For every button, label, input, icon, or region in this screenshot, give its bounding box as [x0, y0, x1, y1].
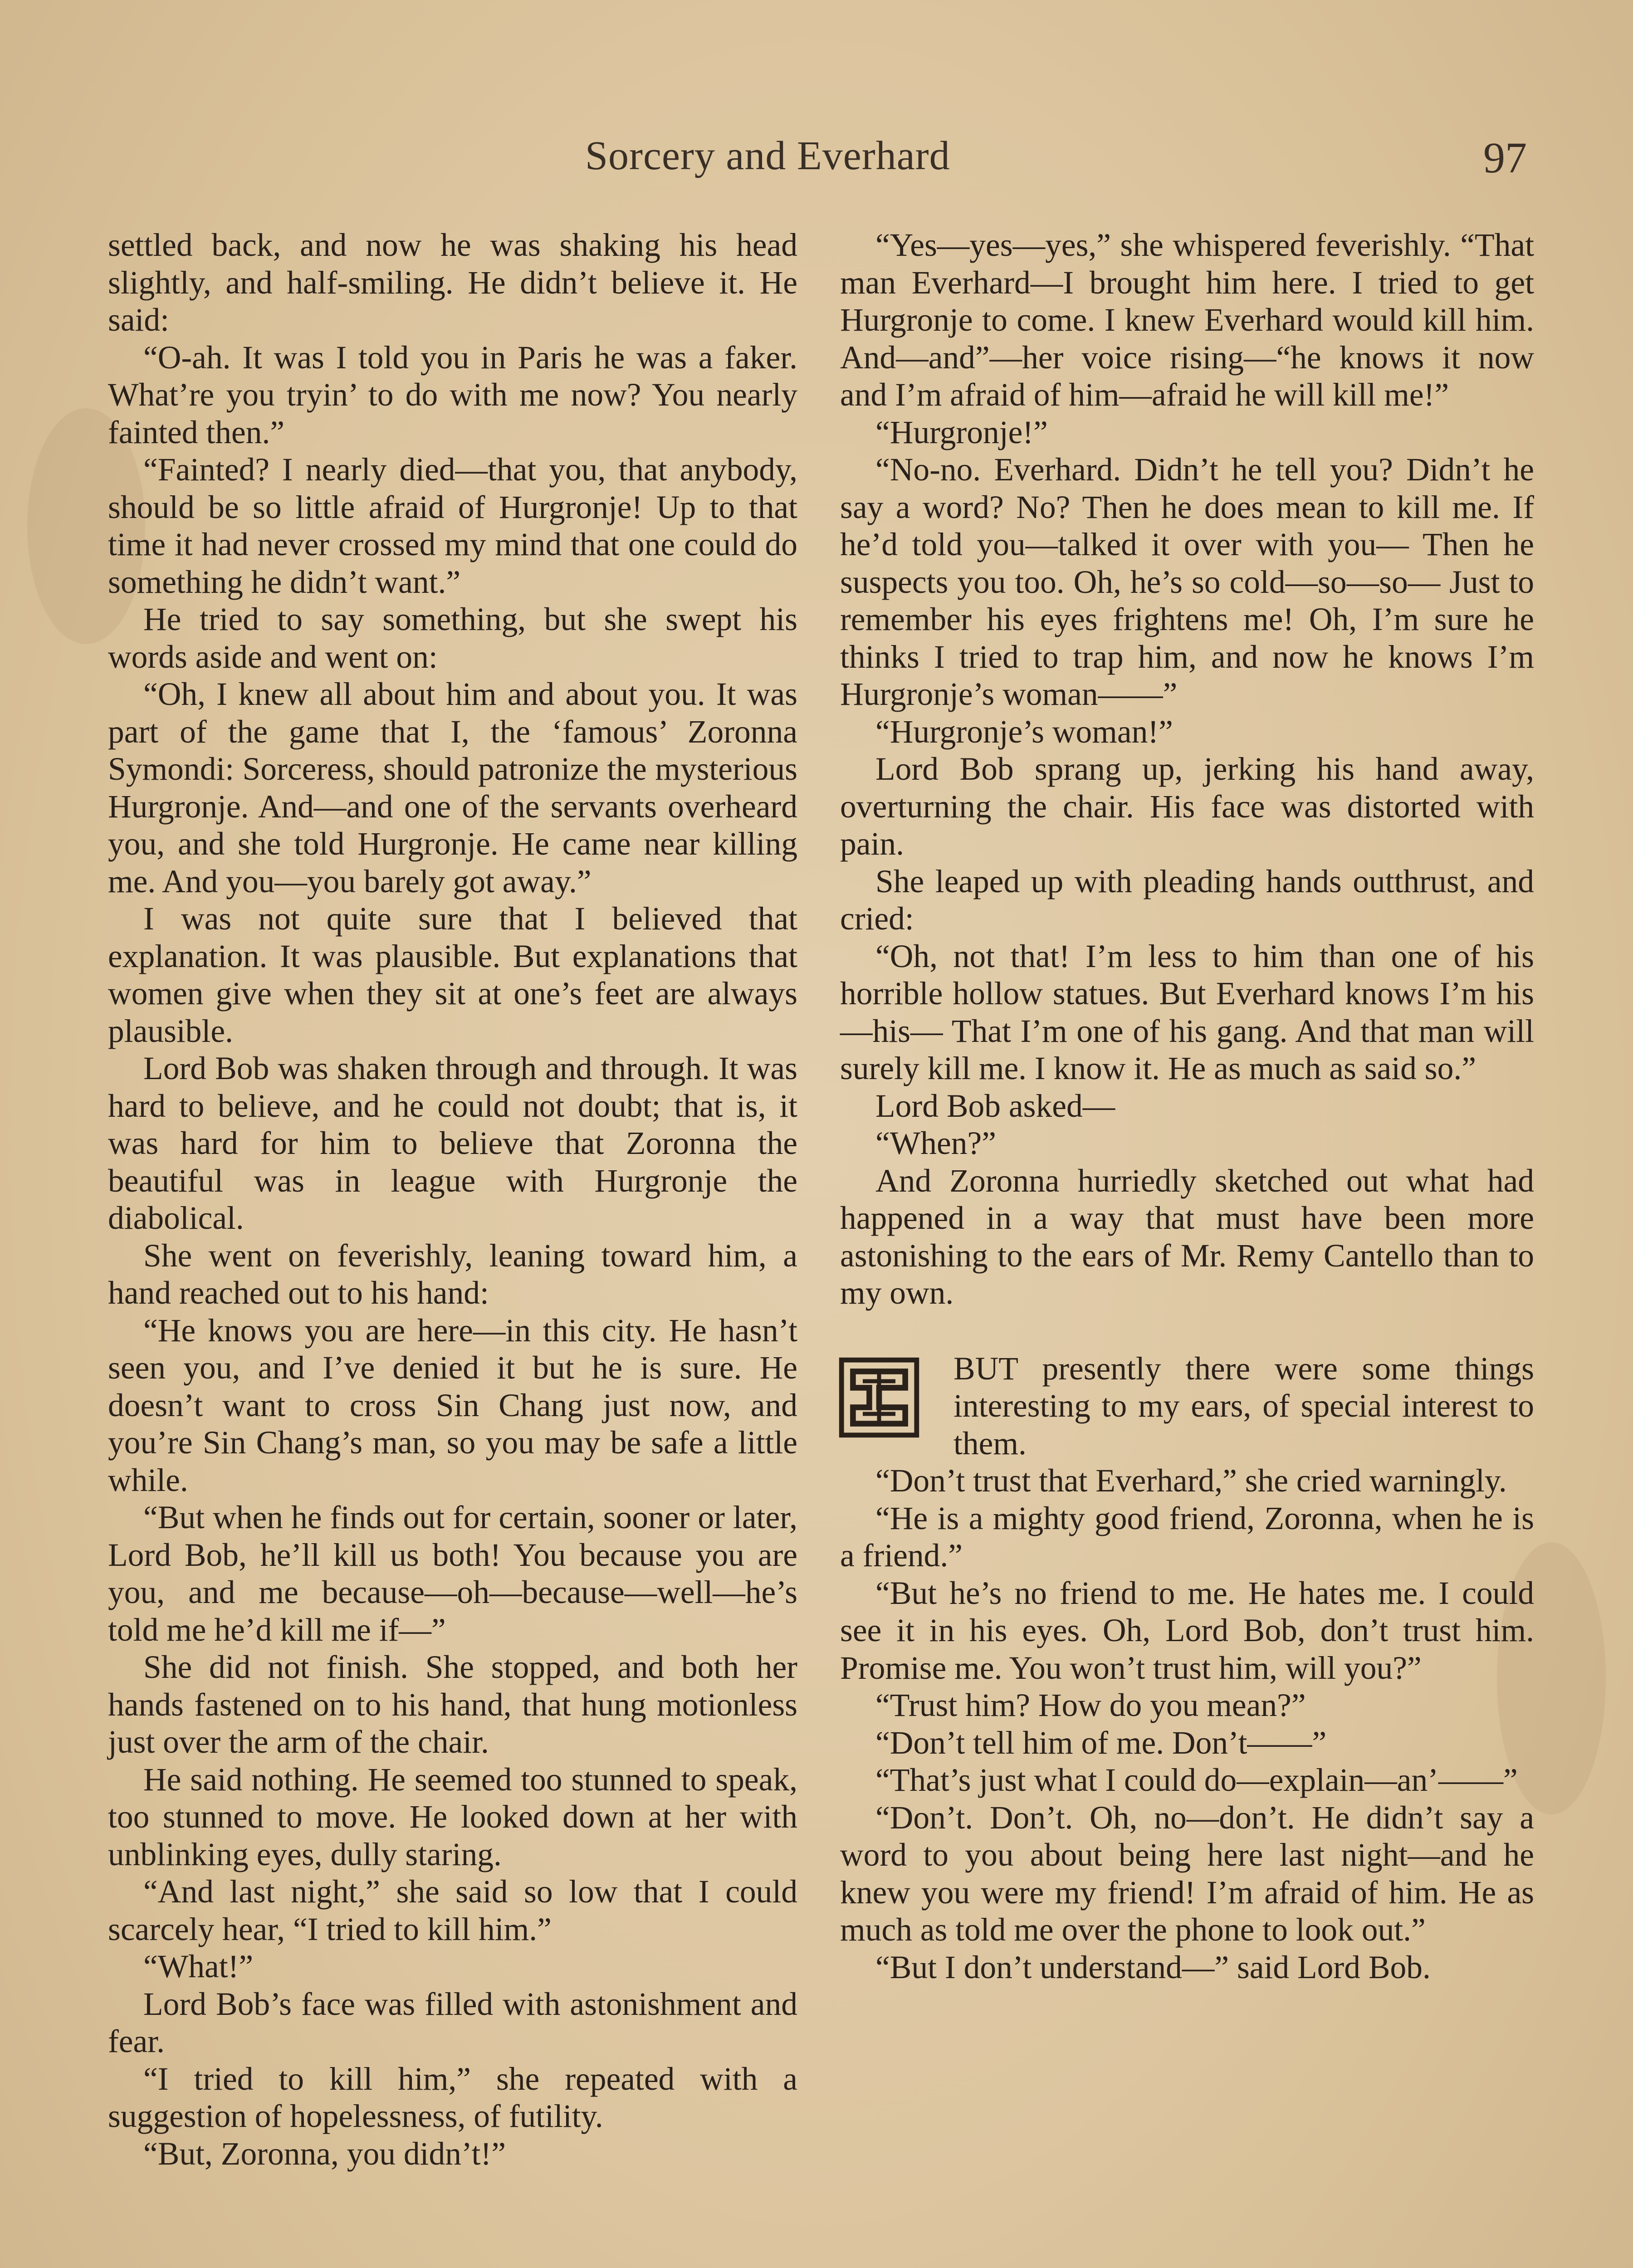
paragraph: “Don’t. Don’t. Oh, no—don’t. He didn’t say a word to you about being here last night—and he knew you were my friend! I’m afraid of him. He as much as told me over the phone to look out.”: [840, 1799, 1534, 1948]
right-column: [840, 227, 1534, 1986]
ornamental-knot-icon: [838, 1357, 920, 1438]
paragraph: “Don’t trust that Everhard,” she cried warningly.: [875, 1463, 1507, 1499]
paragraph: “Yes—yes—yes,” she whispered feverishly. “That man Everhard—I brought him here. I tried to get Hurgronje to come. I knew Everhard would kill him. And—and”—her voice rising—“he knows it now and I’m afraid of him—afraid he will kill me!”: [840, 227, 1534, 413]
paragraph: “But when he finds out for certain, sooner or later, Lord Bob, he’ll kill us both! You because you are you, and me because—oh—because—well—he’s told me he’d kill me if—”: [108, 1500, 797, 1648]
section-break-text: BUT presently there were some things interesting to my ears, of special interest to them.: [953, 1350, 1534, 1461]
paragraph: “O-ah. It was I told you in Paris he was a faker. What’re you tryin’ to do with me now? You nearly fainted then.”: [108, 339, 797, 450]
paragraph: “Hurgronje!”: [875, 414, 1048, 450]
paragraph: “Trust him? How do you mean?”: [875, 1687, 1306, 1723]
right-column-before-break: [840, 227, 1534, 1312]
paragraph: “And last night,” she said so low that I could scarcely hear, “I tried to kill him.”: [108, 1874, 797, 1947]
paragraph: “No-no. Everhard. Didn’t he tell you? Didn’t he say a word? No? Then he does mean to kill me. If he’d told you—talked it over with you— Then he suspects you too. Oh, he’s so cold—so—so— Just to remember his eyes frightens me! Oh, I’m sure he thinks I tried to trap him, and now he knows I’m Hurgronje’s woman——”: [840, 452, 1534, 712]
paragraph: “I tried to kill him,” she repeated with a suggestion of hopelessness, of futility.: [108, 2061, 797, 2134]
paragraph: “Oh, not that! I’m less to him than one of his horrible hollow statues. But Everhard knows I’m his—his— That I’m one of his gang. And that man will surely kill me. I know it. He as much as said so.”: [840, 938, 1534, 1086]
paragraph: “When?”: [875, 1125, 996, 1161]
right-column-after-break: [840, 1462, 1534, 1986]
paragraph: “But, Zoronna, you didn’t!”: [143, 2136, 506, 2172]
paragraph: “Oh, I knew all about him and about you. It was part of the game that I, the ‘famous’ Zoronna Symondi: Sorceress, should patronize the mysterious Hurgronje. And—and one of the servants overheard you, and she told Hurgronje. He came near killing me. And you—you barely got away.”: [108, 676, 797, 899]
paragraph: “But I don’t understand—” said Lord Bob.: [875, 1949, 1431, 1985]
page-header: [0, 132, 1633, 191]
paragraph: She did not finish. She stopped, and both her hands fastened on to his hand, that hung motionless just over the arm of the chair.: [108, 1649, 797, 1760]
paragraph: “Don’t tell him of me. Don’t——”: [875, 1725, 1327, 1761]
paragraph: Lord Bob’s face was filled with astonishment and fear.: [108, 1986, 797, 2059]
paragraph: He said nothing. He seemed too stunned to speak, too stunned to move. He looked down at her with unblinking eyes, dully staring.: [108, 1761, 797, 1872]
paragraph: Lord Bob was shaken through and through. It was hard to believe, and he could not doubt; that is, it was hard for him to believe that Zoronna the beautiful was in league with Hurgronje the diabolical.: [108, 1051, 797, 1236]
paragraph: He tried to say something, but she swept his words aside and went on:: [108, 601, 797, 675]
paragraph: And Zoronna hurriedly sketched out what had happened in a way that must have been more astonishing to the ears of Mr. Remy Cantello than to my own.: [840, 1163, 1534, 1311]
section-break: [840, 1350, 1534, 1463]
page-number: 97: [1483, 133, 1527, 182]
paragraph: “That’s just what I could do—explain—an’——”: [875, 1762, 1518, 1798]
paragraph: She leaped up with pleading hands outthrust, and cried:: [840, 863, 1534, 937]
paragraph: “He knows you are here—in this city. He hasn’t seen you, and I’ve denied it but he is sure. He doesn’t want to cross Sin Chang just now, and you’re Sin Chang’s man, so you may be safe a little while.: [108, 1312, 797, 1498]
running-title: Sorcery and Everhard: [585, 133, 950, 178]
paragraph: “But he’s no friend to me. He hates me. I could see it in his eyes. Oh, Lord Bob, don’t trust him. Promise me. You won’t trust him, will you?”: [840, 1575, 1534, 1686]
paragraph: settled back, and now he was shaking his head slightly, and half-smiling. He didn’t believe it. He said:: [108, 227, 797, 338]
paragraph: “Hurgronje’s woman!”: [875, 714, 1173, 750]
paragraph: Lord Bob sprang up, jerking his hand away, overturning the chair. His face was distorted with pain.: [840, 751, 1534, 862]
left-column: [108, 227, 797, 2173]
paragraph: She went on feverishly, leaning toward him, a hand reached out to his hand:: [108, 1237, 797, 1311]
paragraph: “What!”: [143, 1949, 254, 1984]
paragraph: “Fainted? I nearly died—that you, that anybody, should be so little afraid of Hurgronje! Up to that time it had never crossed my mind that one could do something he didn’t want.”: [108, 452, 797, 600]
paragraph: “He is a mighty good friend, Zoronna, when he is a friend.”: [840, 1500, 1534, 1574]
paragraph: I was not quite sure that I believed that explanation. It was plausible. But explanations that women give when they sit at one’s feet are always plausible.: [108, 901, 797, 1049]
paragraph: Lord Bob asked—: [875, 1088, 1115, 1124]
